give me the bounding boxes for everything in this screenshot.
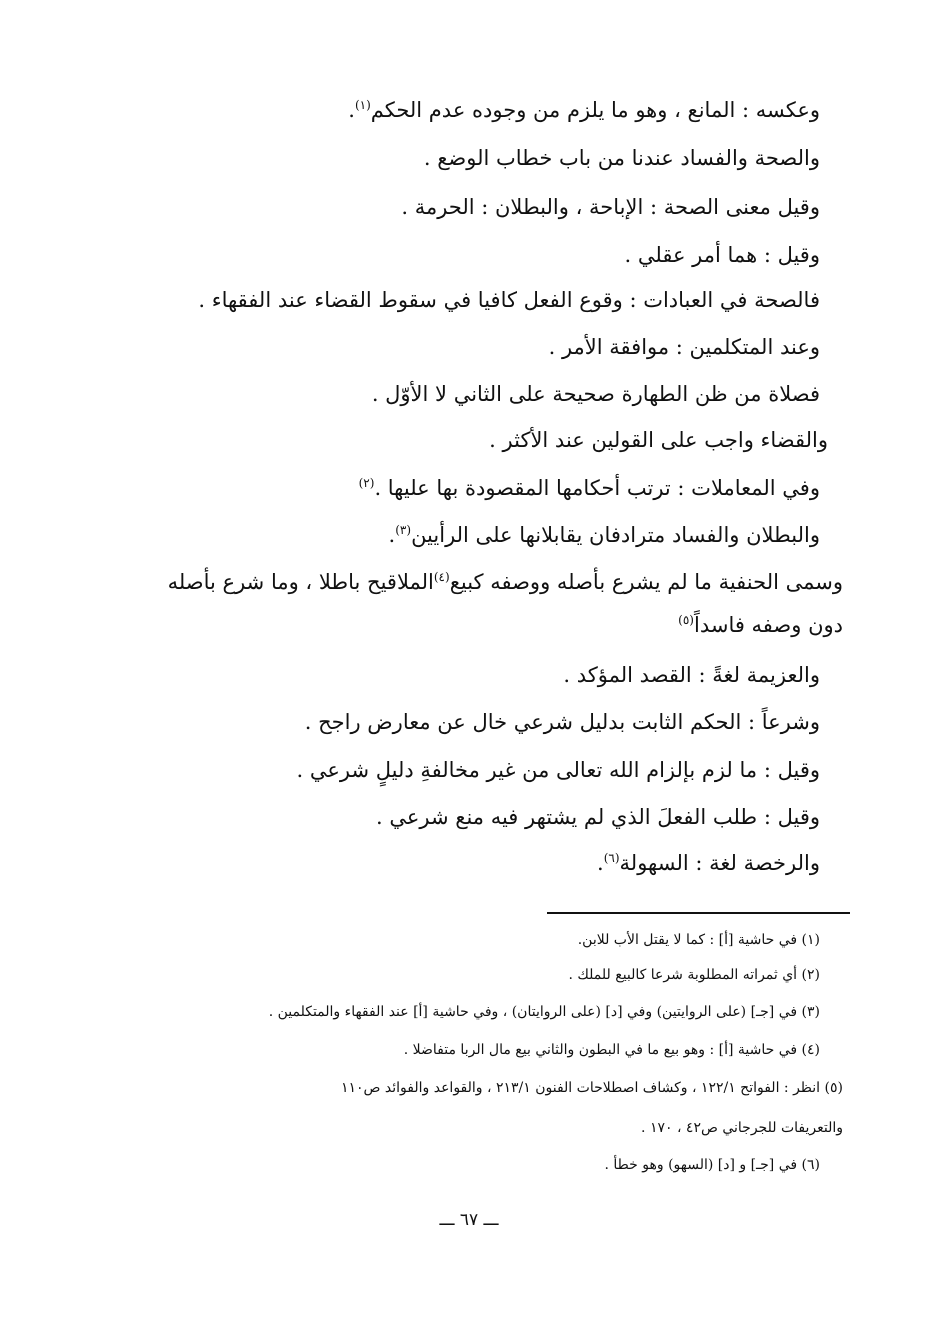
footnote-marker-1: (١) xyxy=(354,98,371,112)
footnote-separator xyxy=(547,912,850,914)
body-line-15: وقيل : ما لزم بإلزام الله تعالى من غير مخالفةِ دليلٍ شرعي . xyxy=(296,758,820,782)
footnote-6: (٦) في [جـ] و [د] (السهو) وهو خطأ . xyxy=(604,1157,820,1173)
footnote-marker-4: (٤) xyxy=(433,570,450,584)
footnote-3: (٣) في [جـ] (على الروايتين) وفي [د] (على الروايتان) ، وفي حاشية [أ] عند الفقهاء والمتكلمين . xyxy=(268,1004,820,1020)
body-line-10: والبطلان والفساد مترادفان يقابلانها على الرأيين$^{(٣)}$. xyxy=(388,523,820,547)
footnote-4: (٤) في حاشية [أ] : وهو بيع ما في البطون والثاني بيع مال الربا متفاضلا . xyxy=(403,1042,820,1058)
body-line-17: والرخصة لغة : السهولة$^{(٦)}$. xyxy=(597,851,820,875)
footnote-marker-5: (٥) xyxy=(678,613,694,627)
footnote-marker-3: (٣) xyxy=(395,523,412,537)
footnote-2: (٢) أي ثمراته المطلوبة شرعا كالبيع للملك . xyxy=(568,967,820,983)
footnote-marker-2: (٢) xyxy=(358,476,375,490)
body-line-3: وقيل معنى الصحة : الإباحة ، والبطلان : الحرمة . xyxy=(401,195,820,219)
footnote-marker-6: (٦) xyxy=(603,851,620,865)
body-line-16: وقيل : طلب الفعلَ الذي لم يشتهر فيه منع شرعي . xyxy=(376,805,820,829)
body-line-9: وفي المعاملات : ترتب أحكامها المقصودة بها عليها .$^{(٢)}$ xyxy=(358,476,820,500)
footnote-5-continued: والتعريفات للجرجاني ص٤٢ ، ١٧٠ . xyxy=(641,1120,843,1136)
body-line-2: والصحة والفساد عندنا من باب خطاب الوضع . xyxy=(423,146,820,170)
body-line-11: وسمى الحنفية ما لم يشرع بأصله ووصفه كبيع$^{(٤)}$الملاقيح باطلا ، وما شرع بأصله xyxy=(167,570,843,594)
body-line-8: والقضاء واجب على القولين عند الأكثر . xyxy=(489,428,828,452)
body-line-5: فالصحة في العبادات : وقوع الفعل كافيا في سقوط القضاء عند الفقهاء . xyxy=(198,288,820,312)
page-number: ـــ ٦٧ ـــ xyxy=(439,1210,499,1230)
footnote-5: (٥) انظر : الفواتح ١٢٢/١ ، وكشاف اصطلاحات الفنون ٢١٣/١ ، والقواعد والفوائد ص١١٠ xyxy=(340,1080,843,1096)
body-line-12: دون وصفه فاسداً$^{(٥)}$ xyxy=(678,613,843,637)
body-line-4: وقيل : هما أمر عقلي . xyxy=(624,243,820,267)
body-line-1: وعكسه : المانع ، وهو ما يلزم من وجوده عدم الحكم$^{(١)}$. xyxy=(348,98,820,122)
footnote-1: (١) في حاشية [أ] : كما لا يقتل الأب للابن. xyxy=(577,932,820,948)
body-line-6: وعند المتكلمين : موافقة الأمر . xyxy=(548,335,820,359)
body-line-13: والعزيمة لغةً : القصد المؤكد . xyxy=(563,663,820,687)
body-line-14: وشرعاً : الحكم الثابت بدليل شرعي خال عن معارض راجح . xyxy=(304,710,820,734)
body-line-7: فصلاة من ظن الطهارة صحيحة على الثاني لا الأوّل . xyxy=(371,382,820,406)
